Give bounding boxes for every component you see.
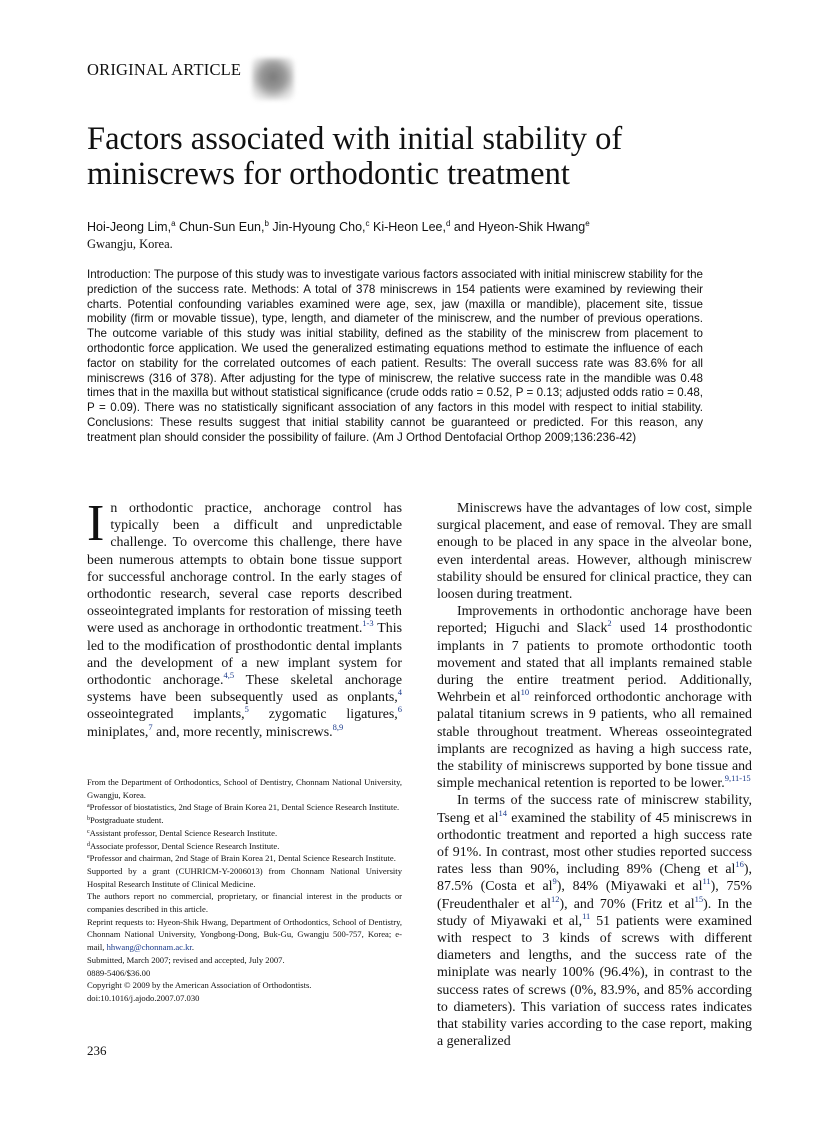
footnote-support: Supported by a grant (CUHRICM-Y-2006013) from Chonnam National University Hospital Research Institute of Clinical Medicine.: [87, 865, 402, 889]
reference-citation[interactable]: 5: [244, 704, 249, 715]
text-run: ). In the study of Miyawaki et al,: [437, 896, 753, 929]
text-run: 51 patients were examined with respect to 3 kinds of screws with different diameters and lengths, and the success rate of the miniplate was nearly 100% (96.4%), in contrast to the success rates of screws (0%, 83.9%, and 85% according to diameters). This variation of success rates indicates that stability varies according to the case report, making a generalized: [437, 913, 752, 1050]
section-label: ORIGINAL ARTICLE: [87, 60, 242, 79]
footnote-c: $^c$Assistant professor, Dental Science Research Institute.: [87, 827, 278, 838]
text-run: ), 75% (Freudenthaler et al: [437, 879, 752, 912]
paragraph: [87, 495, 403, 741]
reference-citation[interactable]: 1-3: [362, 618, 374, 629]
reference-citation[interactable]: 7: [148, 721, 153, 732]
paragraph: [437, 603, 752, 792]
scan-smudge: [252, 58, 294, 100]
text-run: This led to the modification of prosthodontic dental implants and the development of a new implant system for orthodontic anchorage.: [87, 621, 402, 689]
footnote-e: $^e$Professor and chairman, 2nd Stage of Brain Korea 21, Dental Science Research Institute.: [87, 853, 396, 864]
reference-citation[interactable]: 11: [582, 910, 591, 921]
footnote-a: $^a$Professor of biostatistics, 2nd Stage of Brain Korea 21, Dental Science Research Institute.: [87, 802, 400, 813]
text-run: Miniscrews have the advantages of low cost, simple surgical placement, and ease of removal. They are small enough to be placed in any space in the alveolar bone, even interdental areas. However, although miniscrew stability should be ensured for clinical practice, they can loosen during treatment.: [437, 501, 752, 603]
reference-citation[interactable]: 2: [607, 618, 612, 629]
author-name: and Hyeon-Shik Hwang: [450, 220, 586, 234]
text-run: ), 87.5% (Costa et al: [437, 862, 752, 895]
text-run: Improvements in orthodontic anchorage have been reported; Higuchi and Slack: [437, 604, 752, 637]
reference-citation[interactable]: 4: [397, 687, 402, 698]
text-run: miniplates,: [87, 724, 149, 740]
footnote-department: From the Department of Orthodontics, School of Dentistry, Chonnam National University, Gwangju, Korea.: [87, 777, 402, 800]
text-run: In terms of the success rate of miniscrew stability, Tseng et al: [437, 793, 752, 826]
reference-citation[interactable]: 9: [552, 876, 557, 887]
footnote-submitted: Submitted, March 2007; revised and accepted, July 2007.: [87, 954, 285, 965]
footnote-reprint: Reprint requests to: Hyeon-Shik Hwang, Department of Orthodontics, School of Dentistry, Chonnam National University, Yongbong-Dong, Buk-Gu, Gwangju 500-757, Korea; e-mail, hhwang@chonnam.ac.kr.: [87, 916, 402, 953]
text-run: These skeletal anchorage systems have been subsequently used as onplants,: [87, 673, 403, 706]
author-name: Jin-Hyoung Cho,: [268, 220, 366, 234]
reference-citation[interactable]: 16: [735, 859, 744, 870]
reference-citation[interactable]: 4,5: [223, 670, 235, 681]
reference-citation[interactable]: 14: [498, 807, 508, 818]
text-run: osseointegrated implants,: [87, 707, 245, 723]
author-affiliation-mark: c: [365, 219, 370, 228]
body-column-right: [437, 500, 752, 1051]
footnote-copyright: Copyright © 2009 by the American Association of Orthodontists.: [87, 980, 312, 991]
affiliation: Gwangju, Korea.: [87, 237, 173, 251]
reference-citation[interactable]: 12: [551, 893, 560, 904]
paragraph: [437, 500, 752, 603]
text-run: zygomatic ligatures,: [248, 707, 398, 723]
email-link[interactable]: hhwang@chonnam.ac.kr: [106, 942, 192, 953]
paragraph: [437, 792, 752, 1050]
footnote-interest: The authors report no commercial, proprietary, or financial interest in the products or companies described in this article.: [87, 891, 402, 915]
author-affiliation-mark: b: [264, 219, 269, 228]
text-run: reinforced orthodontic anchorage with palatal titanium screws in 9 patients, who all remained stable throughout treatment. Whereas osseointegrated implants are recognized as having a high success rate, the stability of miniscrews supported by bone tissue and simple mechanical retention is reported to be lower.: [437, 690, 752, 792]
body-column-left: [87, 495, 403, 741]
reference-citation[interactable]: 11: [702, 876, 711, 887]
page-number: 236: [87, 1043, 107, 1058]
reference-citation[interactable]: 15: [694, 893, 704, 904]
author-affiliation-mark: e: [585, 219, 590, 228]
text-run: ), 84% (Miyawaki et al: [556, 879, 703, 895]
footnote-b: $^b$Postgraduate student.: [87, 815, 164, 826]
author-affiliation-mark: a: [171, 219, 176, 228]
author-affiliation-mark: d: [445, 219, 451, 228]
reference-citation[interactable]: 10: [520, 687, 530, 698]
drop-cap: I: [87, 495, 105, 552]
text-run: ), and 70% (Fritz et al: [559, 896, 695, 912]
reference-citation[interactable]: 8,9: [332, 721, 344, 732]
author-name: Ki-Heon Lee,: [369, 220, 446, 234]
footnote-issn: 0889-5406/$36.00: [87, 967, 151, 978]
footnotes: [87, 776, 402, 1005]
author-name: Chun-Sun Eun,: [175, 220, 265, 234]
reference-citation[interactable]: 9,11-15: [724, 773, 751, 784]
footnote-doi: doi:10.1016/j.ajodo.2007.07.030: [87, 992, 200, 1003]
footnote-d: $^d$Associate professor, Dental Science Research Institute.: [87, 840, 280, 851]
reference-citation[interactable]: 6: [397, 704, 402, 715]
author-name: Hoi-Jeong Lim,: [87, 220, 172, 234]
text-run: and, more recently, miniscrews.: [152, 724, 333, 740]
text-run: used 14 prosthodontic implants in 7 patients to promote orthodontic tooth movement and stated that all implants remained stable during the entire treatment period. Additionally, Wehrbein et al: [437, 621, 752, 706]
article-title: Factors associated with initial stability of miniscrews for orthodontic treatment: [87, 121, 623, 192]
text-run: n orthodontic practice, anchorage control has typically been a difficult and unpredictable challenge. To overcome this challenge, there have been numerous attempts to obtain bone tissue support for successful anchorage control. In the early stages of orthodontic research, several case reports described osseointegrated implants for restoration of missing teeth were used as anchorage in orthodontic treatment.: [87, 501, 402, 637]
author-list: [87, 219, 787, 236]
abstract: Introduction: The purpose of this study was to investigate various factors associated with initial miniscrew stability for the prediction of the success rate. Methods: A total of 378 miniscrews in 154 patients were examined by reviewing their charts. Potential confounding variables examined were age, sex, jaw (maxilla or mandible), placement site, tissue mobility (firm or movable tissue), type, length, and diameter of the miniscrew, and the number of previous operations. The outcome variable of this study was initial stability, defined as the stability of the miniscrew from placement to orthodontic force application. We used the generalized estimating equations method to estimate the influence of each factor on stability for the correlated outcomes of each patient. Results: The overall success rate was 83.6% for all miniscrews (316 of 378). After adjusting for the type of miniscrew, the relative success rate in the mandible was 0.48 times that in the maxilla but without statistical significance (crude odds ratio = 0.52, P = 0.13; adjusted odds ratio = 0.48, P = 0.09). There was no statistically significant association of any factors in this model with respect to initial stability. Conclusions: These results suggest that initial stability cannot be guaranteed or predicted. For this reason, any treatment plan should consider the possibility of failure. (Am J Orthod Dentofacial Orthop 2009;136:236-42): [87, 268, 703, 444]
text-run: examined the stability of 45 miniscrews in orthodontic treatment and reported a high success rate of 91%. In contrast, most other studies reported success rates less than 90%, including 89% (Cheng et al: [437, 810, 752, 878]
